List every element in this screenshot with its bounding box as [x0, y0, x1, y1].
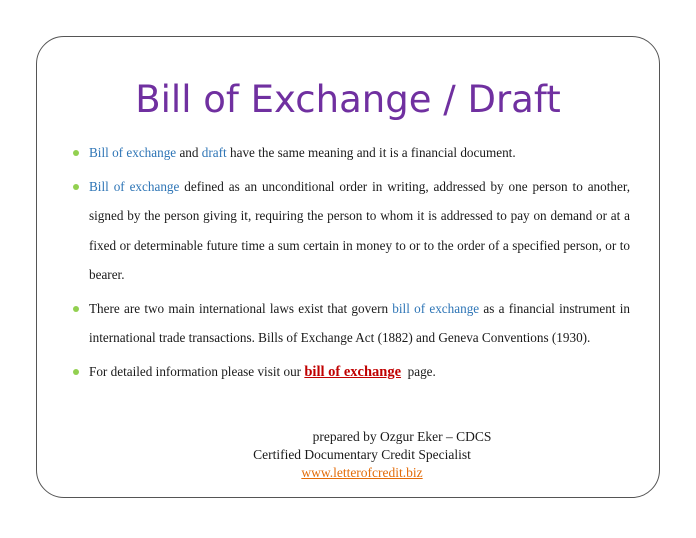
bullet-text: defined as an unconditional order in writing, addressed by one person to another, signed by the person giving it, requiring the person to whom it is addressed to pay on demand or at a fixed or determinable future time a sum certain in money to or to the order of a specified person, or to bearer.	[89, 178, 631, 282]
bullet-text: and	[176, 145, 202, 160]
bullet-item	[70, 138, 630, 168]
term-bill-of-exchange: bill of exchange	[392, 300, 480, 316]
bill-of-exchange-link[interactable]: bill of exchange	[304, 363, 402, 380]
term-draft: draft	[201, 145, 227, 160]
bullet-item	[70, 172, 630, 290]
bullet-text: For detailed information please visit our	[89, 363, 305, 379]
bullet-text: page.	[401, 363, 436, 379]
slide-footer	[36, 428, 660, 482]
term-bill-of-exchange: Bill of exchange	[89, 178, 180, 194]
bullet-list	[70, 138, 630, 387]
bullet-dot-icon	[73, 369, 79, 375]
bullet-text: as a financial instrument in international trade transactions. Bills of Exchange Act (1882) and Geneva Conventions (1930).	[89, 300, 630, 345]
website-link[interactable]: www.letterofcredit.biz	[301, 465, 423, 480]
bullet-dot-icon	[73, 184, 79, 190]
bullet-item	[70, 357, 630, 388]
bullet-text: have the same meaning and it is a financial document.	[226, 145, 516, 160]
bullet-item	[70, 294, 630, 353]
bullet-dot-icon	[73, 306, 79, 312]
slide-title: Bill of Exchange / Draft	[135, 78, 561, 121]
credential-line: Certified Documentary Credit Specialist	[253, 447, 471, 462]
bullet-dot-icon	[73, 150, 79, 156]
author-line: prepared by Ozgur Eker – CDCS	[312, 429, 492, 444]
term-bill-of-exchange: Bill of exchange	[89, 145, 177, 160]
bullet-text: There are two main international laws exist that govern	[89, 300, 393, 316]
